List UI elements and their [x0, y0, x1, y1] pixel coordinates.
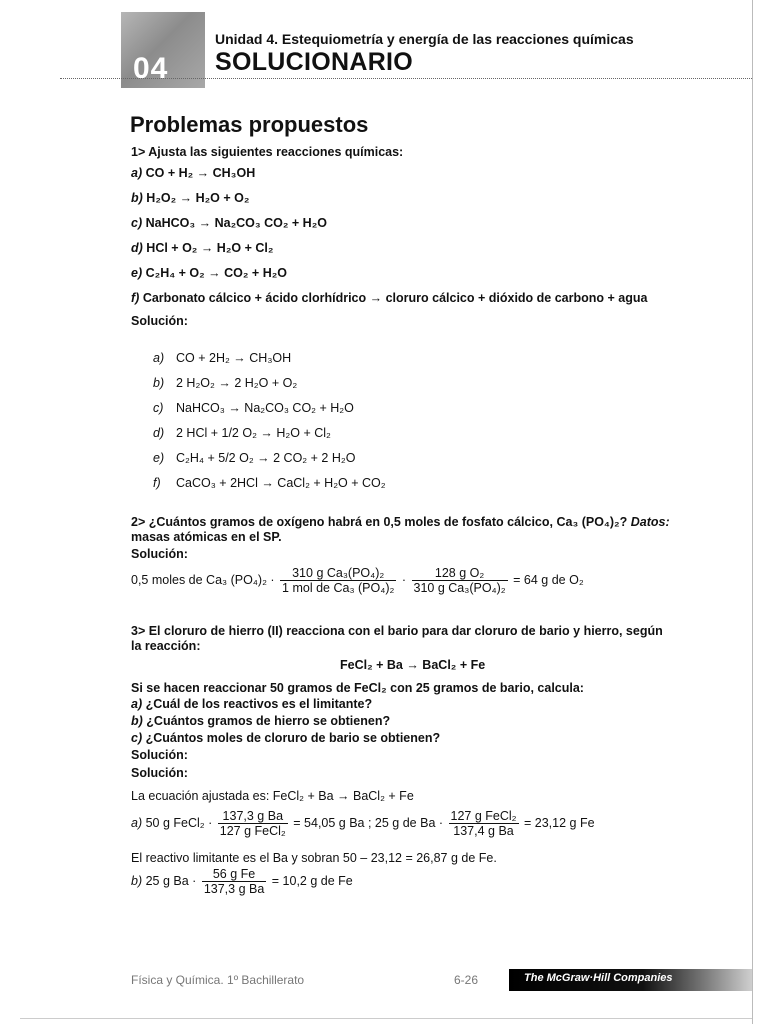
problem3-calculation-a: a) 50 g FeCl₂ · $\frac{\text{137,3 g Ba}}{\text{127 g FeCl₂}}$ = 54,05 g Ba ; 25 g de Ba · $\frac{\text{127 g FeCl₂}}{\text{137,4 g Ba}}$ = 23,12 g Fe	[131, 809, 595, 839]
problem1-item-b: b) H₂O₂ → H₂O + O₂	[131, 191, 250, 205]
problem1-item-f: f) Carbonato cálcico + ácido clorhídrico → cloruro cálcico + dióxido de carbono + agua	[131, 291, 648, 305]
problem1-item-d: d) HCl + O₂ → H₂O + Cl₂	[131, 241, 274, 255]
problem2-fraction-1: $\frac{\text{310 g Ca₃(PO₄)₂}}{\text{1 mol de Ca₃ (PO₄)₂}}$	[282, 566, 395, 596]
problem1-statement: 1> Ajusta las siguientes reacciones químicas:	[131, 145, 404, 159]
unit-badge	[121, 12, 205, 88]
problem3-question-b: b) ¿Cuántos gramos de hierro se obtienen?	[131, 714, 391, 728]
problem3-solution-label-2: Solución:	[131, 766, 188, 780]
unit-number: 04	[133, 52, 169, 85]
problem2-solution-label: Solución:	[131, 547, 188, 561]
footer-course: Física y Química. 1º Bachillerato	[131, 973, 305, 987]
problem1-solution-f: f) CaCO₃ + 2HCl → CaCl₂ + H₂O + CO₂	[153, 476, 386, 490]
problem3-limiting-reagent: El reactivo limitante es el Ba y sobran 50 – 23,12 = 26,87 g de Fe.	[131, 851, 497, 865]
problem1-solution-label: Solución:	[131, 314, 188, 328]
header-title: SOLUCIONARIO	[215, 48, 414, 76]
problem3-statement: 3> El cloruro de hierro (II) reacciona con el bario para dar cloruro de bario y hierro, según	[131, 624, 663, 638]
problem3-statement-line2: la reacción:	[131, 639, 201, 653]
problem3-b-fraction: $\frac{\text{56 g Fe}}{\text{137,3 g Ba}}$	[203, 867, 265, 897]
problem2-statement-line2: masas atómicas en el SP.	[131, 530, 282, 544]
problem2-fraction-2: $\frac{\text{128 g O₂}}{\text{310 g Ca₃(PO₄)₂}}$	[413, 566, 506, 596]
page-right-border	[752, 0, 753, 1024]
problem3-solution-label-1: Solución:	[131, 748, 188, 762]
problem3-question-a: a) ¿Cuál de los reactivos es el limitante?	[131, 697, 373, 711]
problem1-solution-c: c) NaHCO₃ → Na₂CO₃ CO₂ + H₂O	[153, 401, 354, 415]
footer-page-number: 6-26	[454, 973, 479, 987]
problem1-item-e: e) C₂H₄ + O₂ → CO₂ + H₂O	[131, 266, 287, 280]
problem3-a-fraction-2: $\frac{\text{127 g FeCl₂}}{\text{137,4 g Ba}}$	[450, 809, 517, 839]
publisher-name: The McGraw·Hill Companies	[524, 972, 673, 984]
problem1-solution-a: a) CO + 2H₂ → CH₃OH	[153, 351, 292, 365]
problem1-item-c: c) NaHCO₃ → Na₂CO₃ CO₂ + H₂O	[131, 216, 327, 230]
problem1-solution-d: d) 2 HCl + 1/2 O₂ → H₂O + Cl₂	[153, 426, 331, 440]
problem2-statement: 2> ¿Cuántos gramos de oxígeno habrá en 0,5 moles de fosfato cálcico, Ca₃ (PO₄)₂? Datos:	[131, 515, 670, 529]
unit-title: Unidad 4. Estequiometría y energía de las reacciones químicas	[215, 31, 634, 47]
problem1-solution-e: e) C₂H₄ + 5/2 O₂ → 2 CO₂ + 2 H₂O	[153, 451, 356, 465]
problem2-calculation: 0,5 moles de Ca₃ (PO₄)₂ · $\frac{\text{310 g Ca₃(PO₄)₂}}{\text{1 mol de Ca₃ (PO₄)₂}}$ · $\frac{\text{128 g O₂}}{\text{310 g Ca₃(PO₄)₂}}$ = 64 g de O₂	[131, 566, 584, 596]
problem3-a-fraction-1: $\frac{\text{137,3 g Ba}}{\text{127 g FeCl₂}}$	[219, 809, 286, 839]
page-bottom-border	[20, 1018, 752, 1019]
problem3-calculation-b: b) 25 g Ba · $\frac{\text{56 g Fe}}{\text{137,3 g Ba}}$ = 10,2 g de Fe	[131, 867, 353, 897]
problem3-balanced-equation: La ecuación ajustada es: FeCl₂ + Ba → BaCl₂ + Fe	[131, 789, 414, 803]
problem1-solution-b: b) 2 H₂O₂ → 2 H₂O + O₂	[153, 376, 298, 390]
header-rule	[60, 78, 752, 79]
problem3-question-c: c) ¿Cuántos moles de cloruro de bario se obtienen?	[131, 731, 441, 745]
publisher-logo	[509, 969, 752, 991]
section-title: Problemas propuestos	[130, 112, 369, 137]
problem1-item-a: a) CO + H₂ → CH₃OH	[131, 166, 256, 180]
problem3-given: Si se hacen reaccionar 50 gramos de FeCl₂ con 25 gramos de bario, calcula:	[131, 681, 584, 695]
problem3-reaction: FeCl₂ + Ba → BaCl₂ + Fe	[340, 658, 486, 672]
